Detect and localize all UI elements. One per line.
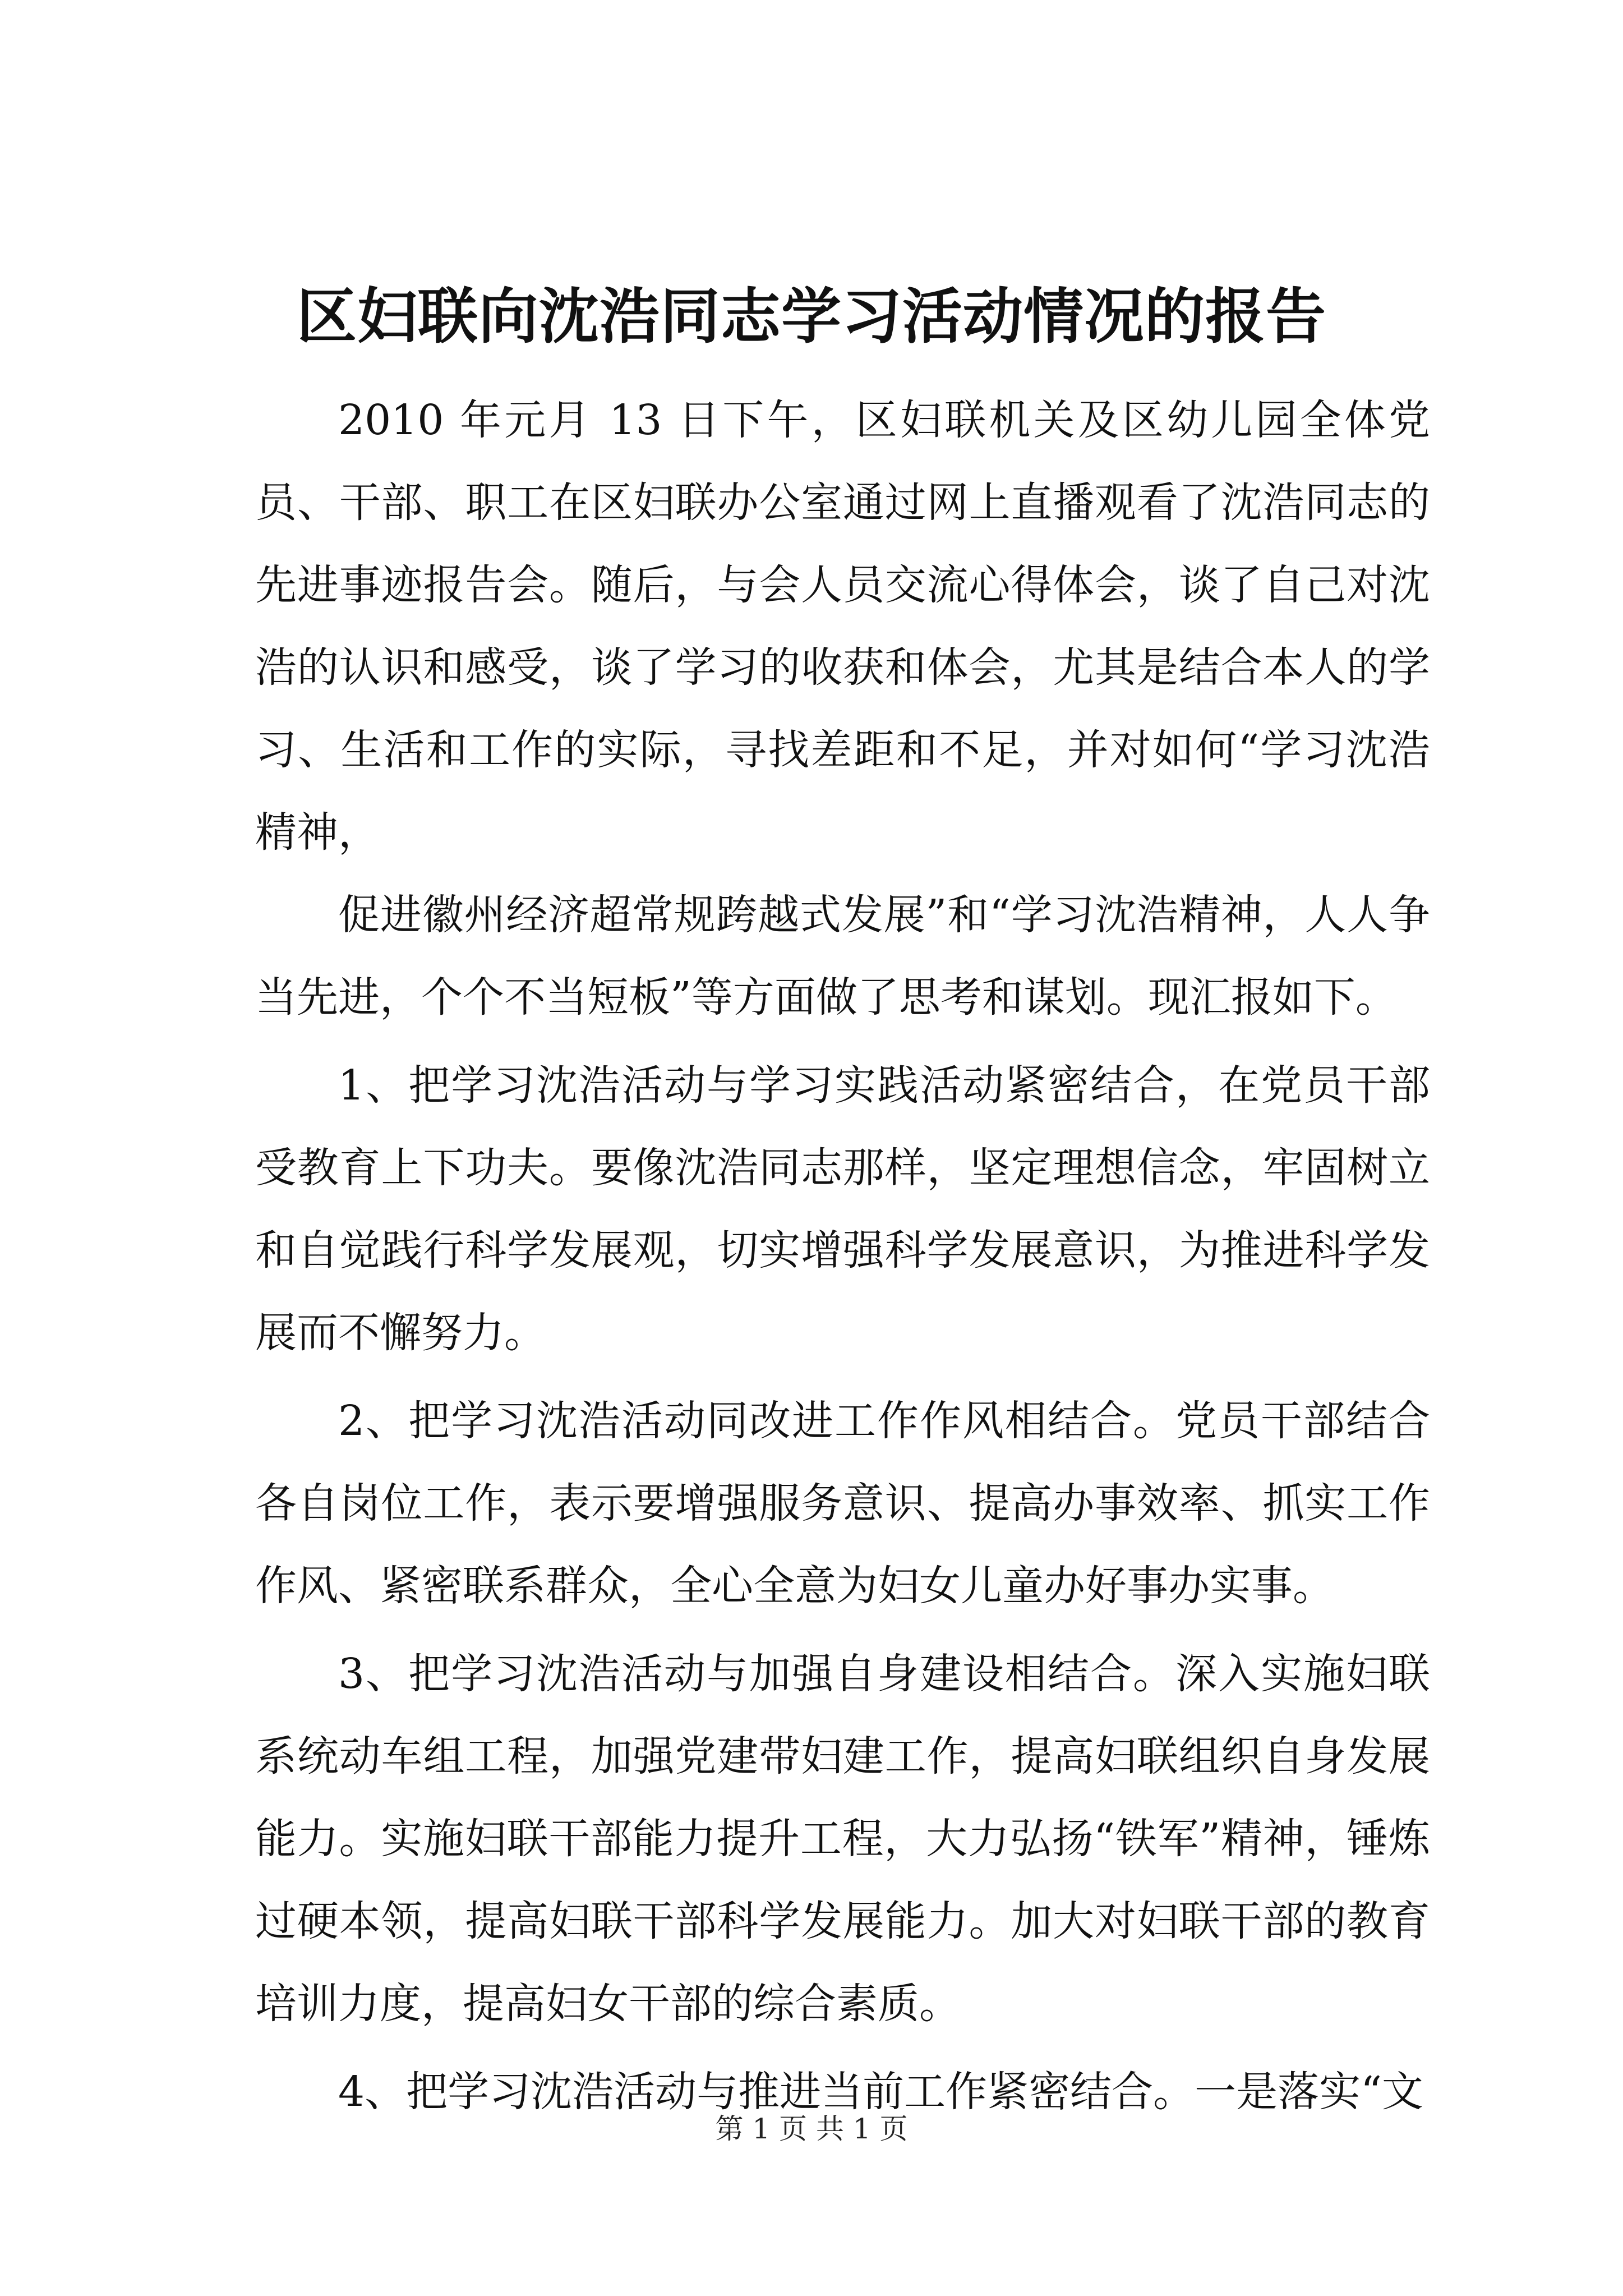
paragraph-item-2: 2、把学习沈浩活动同改进工作作风相结合。党员干部结合各自岗位工作，表示要增强服务意识、提高办事效率、抓实工作作风、紧密联系群众，全心全意为妇女儿童办好事办实事。 [255,1397,1430,1610]
document-title: 区妇联向沈浩同志学习活动情况的报告 [296,282,1326,352]
page-number-footer: 第 1 页 共 1 页 [715,2113,908,2145]
paragraph-item-1: 1、把学习沈浩活动与学习实践活动紧密结合，在党员干部受教育上下功夫。要像沈浩同志那样，坚定理想信念，牢固树立和自觉践行科学发展观，切实增强科学发展意识，为推进科学发展而不懈努力。 [255,1061,1430,1357]
document-body [255,379,1430,2133]
paragraph-intro: 2010 年元月 13 日下午，区妇联机关及区幼儿园全体党员、干部、职工在区妇联办公室通过网上直播观看了沈浩同志的先进事迹报告会。随后，与会人员交流心得体会，谈了自己对沈浩的认识和感受，谈了学习的收获和体会，尤其是结合本人的学习、生活和工作的实际，寻找差距和不足，并对如何“学习沈浩精神， [255,396,1430,857]
paragraph-item-4: 4、把学习沈浩活动与推进当前工作紧密结合。一是落实“文 [338,2068,1423,2116]
paragraph-intro-continued: 促进徽州经济超常规跨越式发展”和“学习沈浩精神，人人争当先进，个个不当短板”等方面做了思考和谋划。现汇报如下。 [255,891,1430,1022]
paragraph-item-3: 3、把学习沈浩活动与加强自身建设相结合。深入实施妇联系统动车组工程，加强党建带妇建工作，提高妇联组织自身发展能力。实施妇联干部能力提升工程，大力弘扬“铁军”精神，锤炼过硬本领，提高妇联干部科学发展能力。加大对妇联干部的教育培训力度，提高妇女干部的综合素质。 [255,1650,1430,2028]
